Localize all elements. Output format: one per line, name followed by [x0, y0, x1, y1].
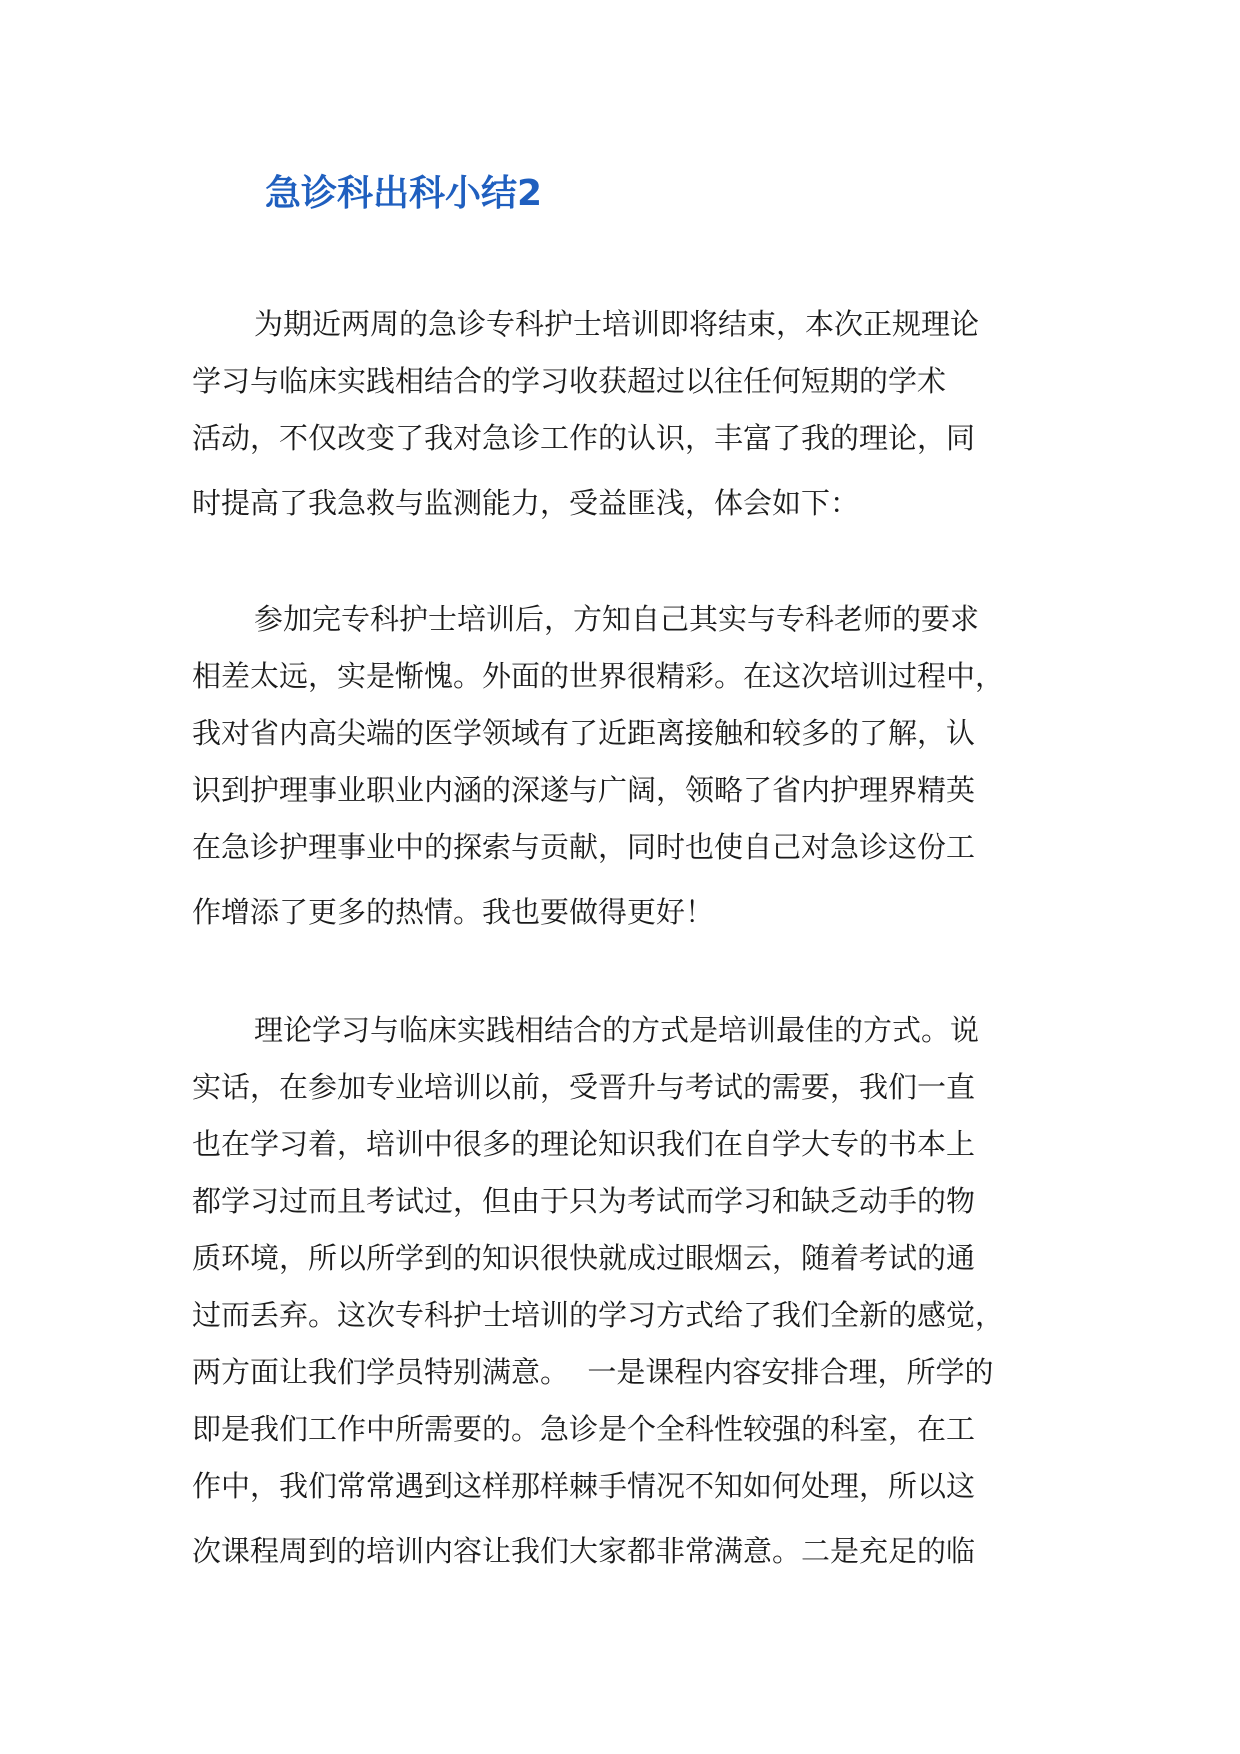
paragraph-line: 次课程周到的培训内容让我们大家都非常满意。二是充足的临: [192, 1534, 976, 1568]
paragraph-line: 即是我们工作中所需要的。急诊是个全科性较强的科室，在工: [192, 1412, 976, 1446]
paragraph-1: [192, 296, 979, 532]
paragraph-line: 也在学习着，培训中很多的理论知识我们在自学大专的书本上: [192, 1127, 976, 1161]
paragraph-line: 为期近两周的急诊专科护士培训即将结束，本次正规理论: [254, 307, 980, 341]
paragraph-3: [192, 1002, 1004, 1580]
paragraph-line: 都学习过而且考试过，但由于只为考试而学习和缺乏动手的物: [192, 1184, 976, 1218]
paragraph-line: 在急诊护理事业中的探索与贡献，同时也使自己对急诊这份工: [192, 830, 976, 864]
paragraph-line: 作增添了更多的热情。我也要做得更好！: [192, 895, 715, 929]
paragraph-line: 识到护理事业职业内涵的深遂与广阔，领略了省内护理界精英: [192, 773, 976, 807]
paragraph-line: 理论学习与临床实践相结合的方式是培训最佳的方式。说: [254, 1013, 980, 1047]
paragraph-line: 时提高了我急救与监测能力，受益匪浅，体会如下：: [192, 486, 860, 520]
paragraph-line: 质环境，所以所学到的知识很快就成过眼烟云，随着考试的通: [192, 1241, 976, 1275]
paragraph-2: [192, 591, 1004, 941]
paragraph-line: 实话，在参加专业培训以前，受晋升与考试的需要，我们一直: [192, 1070, 976, 1104]
paragraph-line: 参加完专科护士培训后，方知自己其实与专科老师的要求: [254, 602, 980, 636]
paragraph-line: 活动，不仅改变了我对急诊工作的认识，丰富了我的理论，同: [192, 421, 976, 455]
paragraph-line: 我对省内高尖端的医学领域有了近距离接触和较多的了解，认: [192, 716, 976, 750]
paragraph-line: 相差太远，实是惭愧。外面的世界很精彩。在这次培训过程中，: [192, 659, 1005, 693]
paragraph-line: 作中，我们常常遇到这样那样棘手情况不知如何处理，所以这: [192, 1469, 976, 1503]
paragraph-line: 过而丢弃。这次专科护士培训的学习方式给了我们全新的感觉，: [192, 1298, 1005, 1332]
document-title: 急诊科出科小结2: [265, 173, 543, 214]
paragraph-line: 学习与临床实践相结合的学习收获超过以往任何短期的学术: [192, 364, 947, 398]
paragraph-line: 两方面让我们学员特别满意。 一是课程内容安排合理，所学的: [192, 1355, 994, 1389]
